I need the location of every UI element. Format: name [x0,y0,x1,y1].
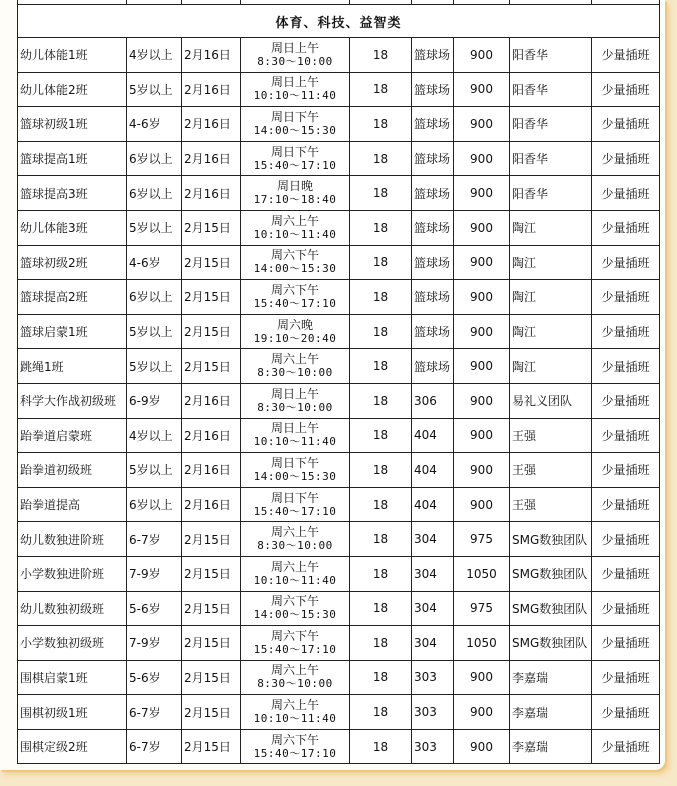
schedule-hours: 15:40～17:10 [253,158,337,172]
table-row [18,245,660,280]
age-cell: 5岁以上 [127,210,182,245]
location-cell: 篮球场 [412,280,454,315]
schedule-day: 周六晚 [276,317,313,332]
table-row [18,383,660,418]
table-row [18,141,660,176]
location-cell: 篮球场 [412,72,454,107]
age-cell: 6岁以上 [127,280,182,315]
location-cell: 404 [412,453,454,488]
start-date-cell: 2月15日 [182,522,241,557]
fee-cell: 900 [454,280,510,315]
table-row [18,487,660,522]
class-name-cell: 跆拳道启蒙班 [18,418,127,453]
fee-cell: 900 [454,176,510,211]
schedule-time-cell [241,522,350,557]
teacher-cell: 李嘉瑞 [510,660,592,695]
table-row [18,107,660,142]
schedule-time-cell [241,729,350,764]
start-date-cell: 2月16日 [182,107,241,142]
sessions-cell: 18 [350,245,412,280]
class-name-cell: 围棋定级2班 [18,729,127,764]
schedule-hours: 8:30～10:00 [257,400,333,414]
sessions-cell: 18 [350,141,412,176]
table-row [18,176,660,211]
sessions-cell: 18 [350,522,412,557]
note-cell: 少量插班 [592,314,660,349]
schedule-day: 周日下午 [270,490,319,505]
start-date-cell: 2月15日 [182,591,241,626]
location-cell: 篮球场 [412,107,454,142]
sessions-cell: 18 [350,556,412,591]
note-cell: 少量插班 [592,245,660,280]
sessions-cell: 18 [350,695,412,730]
location-cell: 303 [412,660,454,695]
schedule-day: 周六上午 [270,352,319,367]
fee-cell: 900 [454,383,510,418]
schedule-day: 周六上午 [270,663,319,678]
schedule-day: 周六下午 [270,732,319,747]
schedule-hours: 14:00～15:30 [253,608,337,622]
fee-cell: 900 [454,453,510,488]
class-name-cell: 幼儿体能2班 [18,72,127,107]
schedule-day: 周日上午 [270,75,319,90]
age-cell: 6-7岁 [127,695,182,730]
age-cell: 4岁以上 [127,38,182,73]
fee-cell: 900 [454,695,510,730]
table-row [18,556,660,591]
sessions-cell: 18 [350,107,412,142]
teacher-cell: 陶江 [510,349,592,384]
schedule-hours: 8:30～10:00 [257,54,333,68]
schedule-day: 周六上午 [270,698,319,713]
schedule-day: 周日上午 [270,386,319,401]
start-date-cell: 2月15日 [182,314,241,349]
fee-cell: 1050 [454,626,510,661]
schedule-time-cell [241,38,350,73]
class-name-cell: 篮球提高3班 [18,176,127,211]
table-row [18,695,660,730]
table-row [18,591,660,626]
note-cell: 少量插班 [592,591,660,626]
fee-cell: 900 [454,210,510,245]
fee-cell: 900 [454,487,510,522]
schedule-time-cell [241,487,350,522]
table-row [18,522,660,557]
start-date-cell: 2月16日 [182,487,241,522]
age-cell: 6岁以上 [127,141,182,176]
table-row [18,38,660,73]
schedule-time-cell [241,660,350,695]
schedule-day: 周日上午 [270,421,319,436]
schedule-hours: 15:40～17:10 [253,642,337,656]
note-cell: 少量插班 [592,280,660,315]
start-date-cell: 2月15日 [182,729,241,764]
section-header-row [18,5,660,38]
class-schedule-table [17,0,660,764]
note-cell: 少量插班 [592,729,660,764]
table-row [18,280,660,315]
teacher-cell: 李嘉瑞 [510,729,592,764]
section-title: 体育、科技、益智类 [18,5,660,38]
schedule-day: 周日晚 [276,179,313,194]
schedule-day: 周日下午 [270,455,319,470]
class-name-cell: 小学数独初级班 [18,626,127,661]
note-cell: 少量插班 [592,38,660,73]
start-date-cell: 2月15日 [182,349,241,384]
schedule-hours: 15:40～17:10 [253,296,337,310]
table-body [18,0,660,764]
schedule-time-cell [241,107,350,142]
note-cell: 少量插班 [592,107,660,142]
sessions-cell: 18 [350,38,412,73]
fee-cell: 900 [454,729,510,764]
fee-cell: 900 [454,245,510,280]
location-cell: 篮球场 [412,141,454,176]
start-date-cell: 2月16日 [182,141,241,176]
age-cell: 4-6岁 [127,107,182,142]
schedule-time-cell [241,176,350,211]
schedule-time-cell [241,626,350,661]
age-cell: 6岁以上 [127,487,182,522]
teacher-cell: 易礼义团队 [510,383,592,418]
note-cell: 少量插班 [592,660,660,695]
sessions-cell: 18 [350,487,412,522]
location-cell: 304 [412,556,454,591]
teacher-cell: 阳香华 [510,38,592,73]
sessions-cell: 18 [350,591,412,626]
class-name-cell: 跆拳道初级班 [18,453,127,488]
age-cell: 5岁以上 [127,349,182,384]
teacher-cell: 阳香华 [510,176,592,211]
teacher-cell: 陶江 [510,280,592,315]
start-date-cell: 2月16日 [182,38,241,73]
age-cell: 6岁以上 [127,176,182,211]
schedule-day: 周日下午 [270,144,319,159]
start-date-cell: 2月15日 [182,210,241,245]
age-cell: 6-9岁 [127,383,182,418]
schedule-day: 周六下午 [270,628,319,643]
age-cell: 5-6岁 [127,660,182,695]
schedule-time-cell [241,383,350,418]
class-name-cell: 篮球初级1班 [18,107,127,142]
class-name-cell: 幼儿体能1班 [18,38,127,73]
schedule-day: 周六上午 [270,213,319,228]
start-date-cell: 2月15日 [182,626,241,661]
schedule-hours: 14:00～15:30 [253,469,337,483]
table-row [18,660,660,695]
table-row [18,729,660,764]
schedule-time-cell [241,72,350,107]
table-row [18,418,660,453]
location-cell: 篮球场 [412,38,454,73]
teacher-cell: SMG数独团队 [510,591,592,626]
schedule-hours: 10:10～11:40 [253,227,337,241]
schedule-hours: 10:10～11:40 [253,435,337,449]
note-cell: 少量插班 [592,383,660,418]
schedule-time-cell [241,418,350,453]
schedule-hours: 10:10～11:40 [253,573,337,587]
note-cell: 少量插班 [592,695,660,730]
class-name-cell: 篮球启蒙1班 [18,314,127,349]
teacher-cell: 王强 [510,453,592,488]
class-name-cell: 科学大作战初级班 [18,383,127,418]
sessions-cell: 18 [350,72,412,107]
sessions-cell: 18 [350,383,412,418]
location-cell: 篮球场 [412,176,454,211]
start-date-cell: 2月16日 [182,383,241,418]
sessions-cell: 18 [350,314,412,349]
table-row [18,349,660,384]
teacher-cell: 王强 [510,418,592,453]
age-cell: 7-9岁 [127,626,182,661]
teacher-cell: 陶江 [510,210,592,245]
class-name-cell: 围棋初级1班 [18,695,127,730]
schedule-time-cell [241,453,350,488]
note-cell: 少量插班 [592,418,660,453]
teacher-cell: 李嘉瑞 [510,695,592,730]
location-cell: 篮球场 [412,210,454,245]
age-cell: 4-6岁 [127,245,182,280]
fee-cell: 900 [454,38,510,73]
start-date-cell: 2月16日 [182,453,241,488]
fee-cell: 900 [454,107,510,142]
sessions-cell: 18 [350,418,412,453]
note-cell: 少量插班 [592,176,660,211]
fee-cell: 900 [454,418,510,453]
start-date-cell: 2月15日 [182,556,241,591]
start-date-cell: 2月15日 [182,280,241,315]
class-name-cell: 小学数独进阶班 [18,556,127,591]
location-cell: 404 [412,418,454,453]
class-name-cell: 篮球初级2班 [18,245,127,280]
schedule-hours: 14:00～15:30 [253,123,337,137]
location-cell: 篮球场 [412,349,454,384]
location-cell: 404 [412,487,454,522]
note-cell: 少量插班 [592,453,660,488]
schedule-hours: 17:10～18:40 [253,193,337,207]
schedule-hours: 10:10～11:40 [253,89,337,103]
schedule-time-cell [241,280,350,315]
location-cell: 306 [412,383,454,418]
schedule-time-cell [241,245,350,280]
schedule-day: 周六下午 [270,248,319,263]
start-date-cell: 2月15日 [182,245,241,280]
location-cell: 303 [412,729,454,764]
location-cell: 篮球场 [412,314,454,349]
location-cell: 304 [412,522,454,557]
teacher-cell: 阳香华 [510,107,592,142]
fee-cell: 900 [454,349,510,384]
class-name-cell: 幼儿数独初级班 [18,591,127,626]
schedule-hours: 15:40～17:10 [253,746,337,760]
schedule-day: 周六上午 [270,525,319,540]
class-name-cell: 篮球提高2班 [18,280,127,315]
teacher-cell: SMG数独团队 [510,626,592,661]
fee-cell: 900 [454,141,510,176]
schedule-day: 周六上午 [270,559,319,574]
schedule-day: 周日下午 [270,109,319,124]
schedule-hours: 19:10～20:40 [253,331,337,345]
start-date-cell: 2月16日 [182,418,241,453]
sessions-cell: 18 [350,176,412,211]
age-cell: 6-7岁 [127,729,182,764]
fee-cell: 975 [454,522,510,557]
location-cell: 303 [412,695,454,730]
schedule-hours: 10:10～11:40 [253,712,337,726]
class-name-cell: 幼儿数独进阶班 [18,522,127,557]
fee-cell: 900 [454,660,510,695]
age-cell: 5岁以上 [127,453,182,488]
fee-cell: 900 [454,72,510,107]
note-cell: 少量插班 [592,626,660,661]
start-date-cell: 2月15日 [182,660,241,695]
schedule-time-cell [241,141,350,176]
start-date-cell: 2月16日 [182,176,241,211]
age-cell: 4岁以上 [127,418,182,453]
class-name-cell: 围棋启蒙1班 [18,660,127,695]
age-cell: 7-9岁 [127,556,182,591]
sessions-cell: 18 [350,280,412,315]
schedule-day: 周六下午 [270,282,319,297]
schedule-time-cell [241,314,350,349]
schedule-day: 周六下午 [270,594,319,609]
table-row [18,314,660,349]
sessions-cell: 18 [350,626,412,661]
teacher-cell: 阳香华 [510,72,592,107]
note-cell: 少量插班 [592,141,660,176]
table-row [18,453,660,488]
teacher-cell: SMG数独团队 [510,522,592,557]
table-row [18,626,660,661]
note-cell: 少量插班 [592,349,660,384]
schedule-hours: 8:30～10:00 [257,539,333,553]
schedule-time-cell [241,591,350,626]
schedule-time-cell [241,210,350,245]
note-cell: 少量插班 [592,210,660,245]
teacher-cell: 王强 [510,487,592,522]
age-cell: 6-7岁 [127,522,182,557]
schedule-hours: 8:30～10:00 [257,677,333,691]
start-date-cell: 2月15日 [182,695,241,730]
schedule-hours: 15:40～17:10 [253,504,337,518]
teacher-cell: 阳香华 [510,141,592,176]
fee-cell: 1050 [454,556,510,591]
sessions-cell: 18 [350,729,412,764]
table-row [18,210,660,245]
age-cell: 5岁以上 [127,72,182,107]
age-cell: 5岁以上 [127,314,182,349]
teacher-cell: SMG数独团队 [510,556,592,591]
teacher-cell: 陶江 [510,314,592,349]
fee-cell: 900 [454,314,510,349]
class-name-cell: 幼儿体能3班 [18,210,127,245]
class-name-cell: 篮球提高1班 [18,141,127,176]
sessions-cell: 18 [350,453,412,488]
schedule-time-cell [241,556,350,591]
note-cell: 少量插班 [592,72,660,107]
sessions-cell: 18 [350,349,412,384]
note-cell: 少量插班 [592,522,660,557]
schedule-day: 周日上午 [270,40,319,55]
location-cell: 304 [412,591,454,626]
sessions-cell: 18 [350,210,412,245]
schedule-time-cell [241,695,350,730]
sessions-cell: 18 [350,660,412,695]
location-cell: 304 [412,626,454,661]
age-cell: 5-6岁 [127,591,182,626]
location-cell: 篮球场 [412,245,454,280]
class-name-cell: 跆拳道提高 [18,487,127,522]
schedule-hours: 8:30～10:00 [257,366,333,380]
schedule-time-cell [241,349,350,384]
note-cell: 少量插班 [592,556,660,591]
note-cell: 少量插班 [592,487,660,522]
table-row [18,72,660,107]
start-date-cell: 2月16日 [182,72,241,107]
teacher-cell: 陶江 [510,245,592,280]
schedule-hours: 14:00～15:30 [253,262,337,276]
fee-cell: 975 [454,591,510,626]
class-name-cell: 跳绳1班 [18,349,127,384]
